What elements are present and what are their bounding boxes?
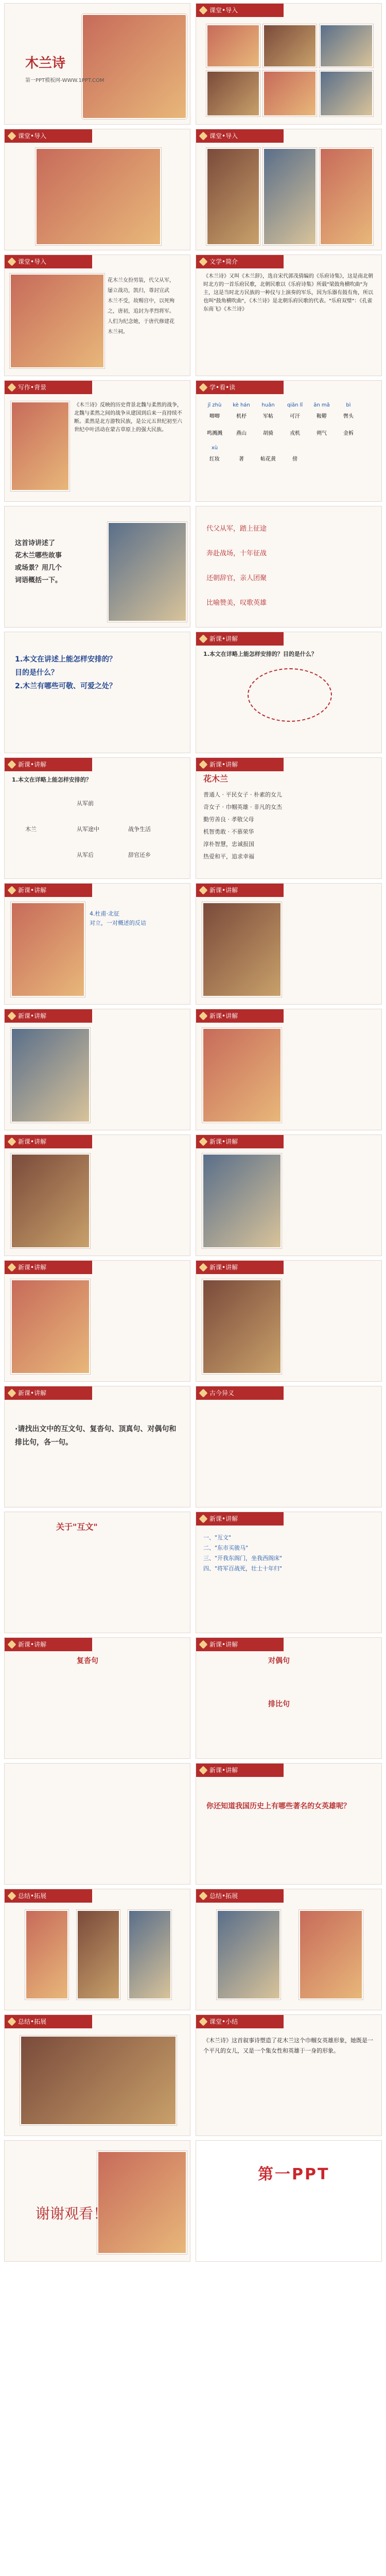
thanks-text: 谢谢观看！	[36, 2205, 108, 2222]
vocab-grid: jī zhù kè hán huǎn qiān lǐ ān mǎ bì 唧唧 机杼 军帖 可汗 鞍鞯 辔头 鸣溅溅 燕山 胡骑 戎机 朔气 金柝 xù 红妆 著 帖花黄 傍	[207, 402, 354, 462]
text-card-image	[11, 902, 85, 997]
question: 1.本文在详略上能怎样安排的？目的是什么？	[203, 651, 317, 657]
slide-11[interactable]	[4, 632, 190, 753]
illustration-image	[320, 71, 373, 116]
exercise-text: ·请找出文中的互文句、复沓句、顶真句、对偶句和排比句，各一句。	[15, 1425, 177, 1447]
illustration-image	[263, 148, 317, 245]
heroine-image	[217, 1910, 280, 1999]
slide-29[interactable]	[4, 1763, 190, 1885]
slide-4[interactable]	[196, 129, 382, 250]
slide-header: 新课•讲解	[5, 758, 92, 771]
slide-header: 古今异义	[196, 1386, 284, 1400]
slide-header: 新课•讲解	[196, 1009, 284, 1023]
slide-header: 课堂•导入	[5, 255, 92, 268]
slide-header: 总结•拓展	[196, 1889, 284, 1903]
slide-header: 课堂•小结	[196, 2015, 284, 2028]
slide-3[interactable]	[4, 129, 190, 250]
background-text: 《木兰诗》反映的历史背景北魏与柔然的战争，北魏与柔然之间的战争从建国到后来一直持续不断。柔然是北方游牧民族，是公元五世纪初至六世纪中叶活动在蒙古草原上的强大民族。	[74, 402, 182, 433]
slide-20[interactable]	[196, 1134, 382, 1256]
slide-24[interactable]	[196, 1386, 382, 1507]
traits-list: 普通人 · 平民女子 · 朴素的女儿 奇女子 · 巾帼英雄 · 非凡的女杰 勤劳善良 · 孝敬父母 机智勇敢 · 不慕荣华 淳朴智慧，忠诚报国 热爱和平，追求幸福	[203, 791, 282, 860]
slide-18[interactable]	[196, 1009, 382, 1130]
illustration-image	[320, 24, 373, 67]
text-card-image	[202, 1028, 282, 1123]
illustration-image	[263, 24, 317, 67]
slide-21[interactable]	[4, 1260, 190, 1382]
slide-header: 新课•讲解	[196, 1512, 284, 1526]
slide-header: 文学•简介	[196, 255, 284, 268]
heroine-image	[25, 1910, 68, 1999]
slide-12[interactable]	[196, 632, 382, 753]
slide-34[interactable]	[196, 2014, 382, 2136]
slide-28[interactable]	[196, 1637, 382, 1759]
slide-header: 写作•背景	[5, 381, 92, 394]
question-text: 你还知道我国历史上有哪些著名的女英雄呢？	[206, 1802, 350, 1810]
slide-header: 新课•讲解	[5, 1009, 92, 1023]
slide-header: 新课•讲解	[5, 1386, 92, 1400]
leaf-label: 战争生活	[128, 826, 151, 833]
slide-header: 新课•讲解	[196, 1135, 284, 1148]
plot-sequence: 代父从军，踏上征途 奔赴战场，十年征战 还朝辞官，亲人团聚 比喻赞美，叹歌英雄	[206, 525, 267, 607]
illustration-image	[206, 71, 260, 116]
slide-9[interactable]	[4, 506, 190, 628]
heroine-image	[299, 1910, 363, 1999]
text-card-image	[202, 1279, 282, 1374]
slide-header: 课堂•导入	[196, 4, 284, 17]
illustration-image	[206, 24, 260, 67]
slide-14[interactable]	[196, 757, 382, 879]
heroine-image	[128, 1910, 171, 1999]
slide-header: 新课•讲解	[5, 1261, 92, 1274]
slide-header: 新课•讲解	[5, 1638, 92, 1651]
slide-36[interactable]	[196, 2140, 382, 2262]
text-card-image	[11, 1279, 90, 1374]
illustration-image	[263, 71, 317, 116]
slide-35[interactable]	[4, 2140, 190, 2262]
slide-27[interactable]	[4, 1637, 190, 1759]
slide-header: 学•看•读	[196, 381, 284, 394]
slide-23[interactable]	[4, 1386, 190, 1507]
slide-22[interactable]	[196, 1260, 382, 1382]
section-title: 关于"互文"	[56, 1522, 98, 1532]
figure-image	[108, 522, 187, 622]
examples-list: 一、"互文" 二、"东市买骏马" 三、"开我东阁门，坐我西阁床" 四、"将军百战死，壮士十年归"	[203, 1534, 283, 1572]
warrior-image	[36, 148, 161, 245]
ink-painting-image	[97, 2151, 187, 2254]
slide-header: 新课•讲解	[196, 758, 284, 771]
ink-painting-image	[82, 14, 187, 119]
summary-text: 《木兰诗》这首叙事诗塑造了花木兰这个巾帼女英雄形象，她既是一个平凡的女儿，又是一个集女性和英雄于一身的形象。	[203, 2037, 373, 2054]
intro-text: 花木兰女扮男装，代父从军， 屡立战功，凯归，尊封宣武 木兰不受，故赐宫中，以死殉 之，唐初，追封为孝烈将军。 人们为纪念她，于唐代修建花 木兰祠。	[108, 278, 174, 335]
branch-label: 从军后	[77, 852, 94, 858]
site-url: 第一PPT模板网-WWW.1PPT.COM	[25, 78, 104, 83]
slide-6[interactable]	[196, 255, 382, 376]
slide-header: 新课•讲解	[5, 1135, 92, 1148]
section-label: 复沓句	[77, 1657, 98, 1665]
section-title: 花木兰	[203, 774, 229, 784]
story-image	[20, 2036, 177, 2125]
slide-header: 课堂•导入	[5, 129, 92, 143]
slide-32[interactable]	[196, 1889, 382, 2010]
diagram-ring	[248, 668, 332, 722]
slide-header: 新课•讲解	[196, 1638, 284, 1651]
slide-19[interactable]	[4, 1134, 190, 1256]
slide-header: 课堂•导入	[196, 129, 284, 143]
center-label: 木兰	[25, 826, 37, 833]
calligraphy-image	[10, 274, 104, 368]
slide-header: 新课•讲解	[196, 632, 284, 646]
brand-logo: 第一PPT	[258, 2165, 330, 2183]
heroine-image	[77, 1910, 120, 1999]
slide-16[interactable]	[196, 883, 382, 1005]
slide-5[interactable]	[4, 255, 190, 376]
slide-1[interactable]	[4, 3, 190, 125]
illustration-image	[320, 148, 373, 245]
section-label: 对偶句	[268, 1657, 290, 1665]
slide-7[interactable]	[4, 380, 190, 502]
slide-header: 新课•讲解	[196, 1764, 284, 1777]
analysis-text: 4.杜甫·北征 对立，一对概述的反诘	[90, 910, 146, 926]
lesson-title: 木兰诗	[25, 56, 66, 71]
slide-header: 新课•讲解	[196, 1261, 284, 1274]
slide-30[interactable]	[196, 1763, 382, 1885]
painting-image	[11, 401, 69, 491]
slide-13[interactable]	[4, 757, 190, 879]
text-card-image	[11, 1154, 90, 1248]
branch-label: 从军途中	[77, 826, 99, 833]
text-card-image	[11, 1028, 90, 1123]
question-text: 这首诗讲述了 花木兰哪些故事 或场景？用几个 词语概括一下。	[15, 539, 62, 584]
leaf-label: 辞官还乡	[128, 852, 151, 858]
illustration-image	[206, 148, 260, 245]
slide-25[interactable]	[4, 1512, 190, 1633]
branch-label: 从军前	[77, 800, 94, 807]
text-card-image	[202, 902, 282, 997]
questions: 1.本文在讲述上能怎样安排的？ 目的是什么？ 2.木兰有哪些可敬、可爱之处？	[15, 655, 117, 690]
intro-paragraph: 《木兰诗》又叫《木兰辞》，选自宋代郭茂倩编的《乐府诗集》，这是南北朝时北方的一首乐府民歌，北朝民歌以《乐府诗集》所载"梁鼓角横吹曲"为主，这是当时北方民族的一种仪与上演奏的军乐，因为乐器有鼓有角，所以也叫"鼓角横吹曲"，《木兰诗》是北朝乐府民歌的代表。"乐府双璧"：《孔雀东南飞》《木兰诗》	[203, 274, 373, 312]
slide-31[interactable]	[4, 1889, 190, 2010]
question: 1.本文在详略上能怎样安排的？	[12, 776, 92, 783]
slide-15[interactable]	[4, 883, 190, 1005]
section-label: 排比句	[268, 1700, 290, 1708]
slide-header: 新课•讲解	[196, 884, 284, 897]
text-card-image	[202, 1154, 282, 1248]
slide-33[interactable]	[4, 2014, 190, 2136]
slide-header: 新课•讲解	[5, 884, 92, 897]
slide-10[interactable]	[196, 506, 382, 628]
slide-header: 总结•拓展	[5, 2015, 92, 2028]
slide-2[interactable]	[196, 3, 382, 125]
slide-8[interactable]	[196, 380, 382, 502]
slide-17[interactable]	[4, 1009, 190, 1130]
slide-header: 总结•拓展	[5, 1889, 92, 1903]
slide-26[interactable]	[196, 1512, 382, 1633]
